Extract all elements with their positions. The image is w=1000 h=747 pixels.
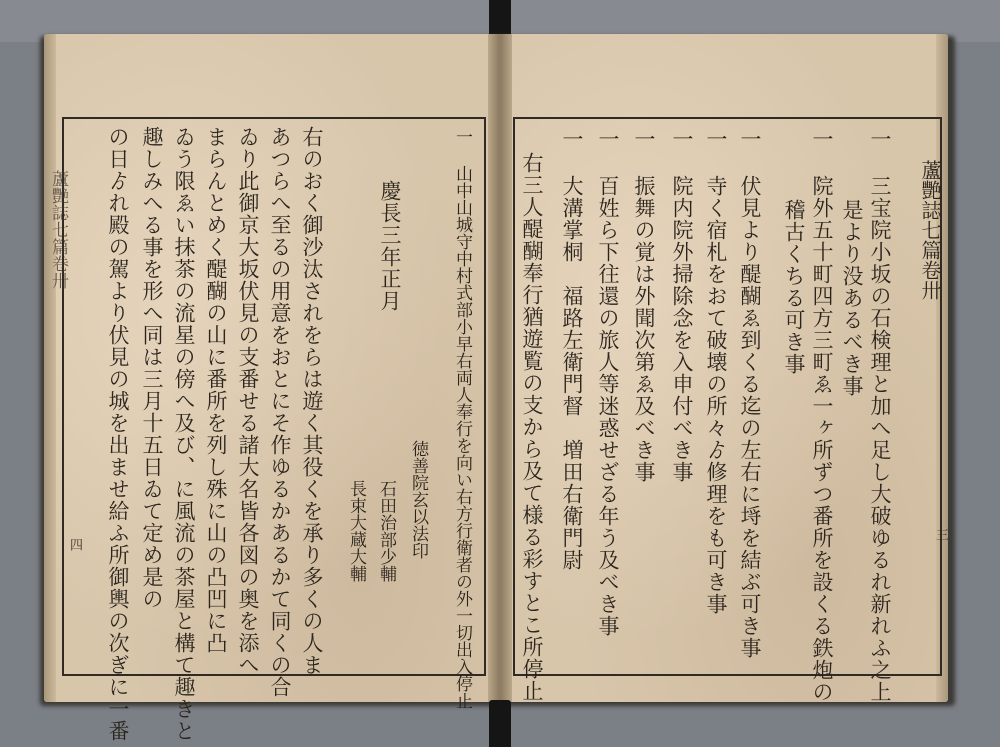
running-title: 蘆艷誌七篇卷卅	[918, 160, 942, 300]
text-column: ゐう限ゑい抹茶の流星の傍へ及び、に風流の茶屋と構て趣きと	[172, 126, 196, 742]
book-gutter	[488, 34, 512, 702]
text-column: 一 大溝掌桐 福路左衛門督 増田右衛門尉	[560, 128, 584, 571]
text-column: まらんとめく醍醐の山に番所を列し殊に山の凸凹に凸	[204, 126, 228, 654]
text-column: 是より没あるべき事	[840, 152, 864, 397]
text-column: の日ゟれ殿の駕より伏見の城を出ませ給ふ所御輿の次ぎに一番	[106, 126, 130, 742]
text-column: 一 伏見より醍醐ゑ到くる迄の左右に埓を結ぶ可き事	[738, 128, 762, 659]
text-column: 一 山中山城守中村式部小早右両人奉行を向い右方行衛者の外一切出入停止	[452, 128, 472, 709]
text-column: 一 院外五十町四方三町ゑ一ヶ所ずつ番所を設くる鉄炮の	[810, 128, 834, 703]
text-column: 一 三宝院小坂の石検理と加へ足し大破ゆるれ新れふ之上	[868, 128, 892, 703]
signatory: 長束大蔵大輔	[346, 480, 366, 582]
text-column: 一 寺く宿札をおて破壊の所々ゟ修理をも可き事	[704, 128, 728, 615]
page-edge	[44, 34, 56, 702]
book-clip-bottom	[489, 700, 511, 747]
signatory: 石田治部少輔	[376, 480, 396, 582]
signatory: 徳善院玄以法印	[408, 440, 428, 559]
text-column: 趣しみへる事を形へ同は三月十五日ゐて定め是の	[140, 126, 164, 610]
left-page-number: 四	[67, 538, 82, 552]
text-column: 稽古くちる可き事	[782, 152, 806, 375]
text-column: 一 百姓ら下往還の旅人等迷惑せざる年う及べき事	[596, 128, 620, 637]
date-line: 慶長三年正月	[378, 180, 402, 312]
text-column: 一 院内院外掃除念を入申付べき事	[670, 128, 694, 483]
text-column: 右のおく御沙汰されをらは遊く其役くを承り多くの人ま	[300, 126, 324, 676]
text-column: あつらへ至るの用意をおとにそ作ゆるかあるかて同くの合	[268, 126, 292, 698]
right-page-number: 三	[933, 528, 948, 542]
text-column: 右三人醍醐奉行猶遊覧の支から及て様る彩すとこ所停止	[520, 152, 544, 702]
text-column: 一 振舞の覚は外聞次第ゑ及べき事	[632, 128, 656, 483]
text-column: ゐり此御京大坂伏見の支番せる諸大名皆各図の奥を添へ	[236, 126, 260, 676]
left-spine-title: 蘆艷誌七篇卷卅	[48, 170, 68, 289]
